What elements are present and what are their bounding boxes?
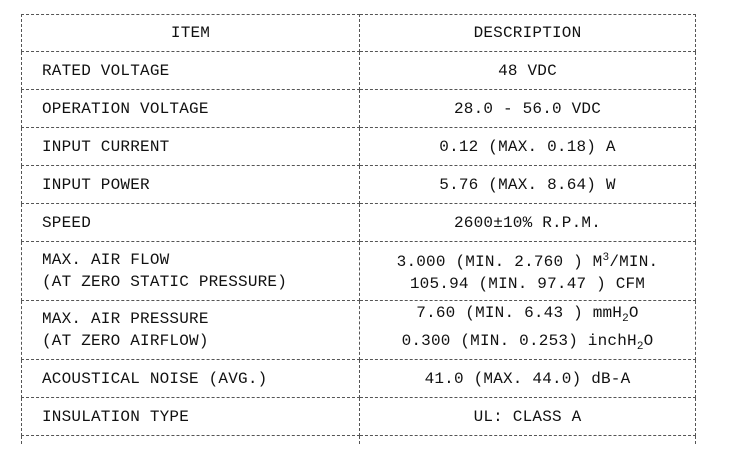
row-description — [360, 301, 696, 360]
pressure-mm-value: 7.60 (MIN. 6.43 ) mmH — [416, 304, 623, 322]
item-line-1: MAX. AIR PRESSURE — [42, 310, 209, 328]
table-continuation-row — [22, 436, 696, 445]
row-description: UL: CLASS A — [360, 398, 696, 436]
row-item-label: OPERATION VOLTAGE — [22, 90, 360, 128]
continuation-cell — [360, 436, 696, 445]
row-item-label — [22, 301, 360, 360]
row-item-label: RATED VOLTAGE — [22, 52, 360, 90]
row-description: 48 VDC — [360, 52, 696, 90]
column-header-description: DESCRIPTION — [360, 15, 696, 52]
pressure-inch-unit-tail: O — [643, 332, 654, 350]
description-line-1 — [360, 302, 695, 330]
water-subscript: 2 — [636, 341, 644, 353]
description-line-2 — [360, 330, 695, 358]
table-row-air-flow — [22, 242, 696, 301]
pressure-inch-value: 0.300 (MIN. 0.253) inchH — [401, 332, 637, 350]
table-row — [22, 90, 696, 128]
table-row — [22, 360, 696, 398]
air-flow-metric-value: 3.000 (MIN. 2.760 ) M — [396, 253, 603, 271]
row-item-label — [22, 242, 360, 301]
air-flow-metric-unit: /MIN. — [609, 253, 659, 271]
row-item-label: ACOUSTICAL NOISE (AVG.) — [22, 360, 360, 398]
row-item-label: INPUT POWER — [22, 166, 360, 204]
row-description: 41.0 (MAX. 44.0) dB-A — [360, 360, 696, 398]
specification-table — [21, 14, 696, 444]
table-header-row — [22, 15, 696, 52]
description-line-1 — [360, 247, 695, 273]
table-row — [22, 128, 696, 166]
column-header-item: ITEM — [22, 15, 360, 52]
water-subscript: 2 — [622, 313, 629, 325]
table-row — [22, 52, 696, 90]
row-item-label: INSULATION TYPE — [22, 398, 360, 436]
row-item-label: INPUT CURRENT — [22, 128, 360, 166]
table-row — [22, 398, 696, 436]
table-row-air-pressure — [22, 301, 696, 360]
row-item-label: SPEED — [22, 204, 360, 242]
item-line-2: (AT ZERO AIRFLOW) — [42, 332, 209, 350]
spec-sheet — [21, 14, 695, 444]
row-description: 28.0 - 56.0 VDC — [360, 90, 696, 128]
item-line-2: (AT ZERO STATIC PRESSURE) — [42, 273, 288, 291]
table-row — [22, 204, 696, 242]
row-description: 5.76 (MAX. 8.64) W — [360, 166, 696, 204]
continuation-cell — [22, 436, 360, 445]
row-description: 0.12 (MAX. 0.18) A — [360, 128, 696, 166]
item-line-1: MAX. AIR FLOW — [42, 251, 170, 269]
pressure-mm-unit-tail: O — [628, 304, 639, 322]
row-description — [360, 242, 696, 301]
description-line-2: 105.94 (MIN. 97.47 ) CFM — [409, 275, 646, 293]
table-row — [22, 166, 696, 204]
row-description: 2600±10% R.P.M. — [360, 204, 696, 242]
cubic-superscript: 3 — [602, 252, 610, 264]
